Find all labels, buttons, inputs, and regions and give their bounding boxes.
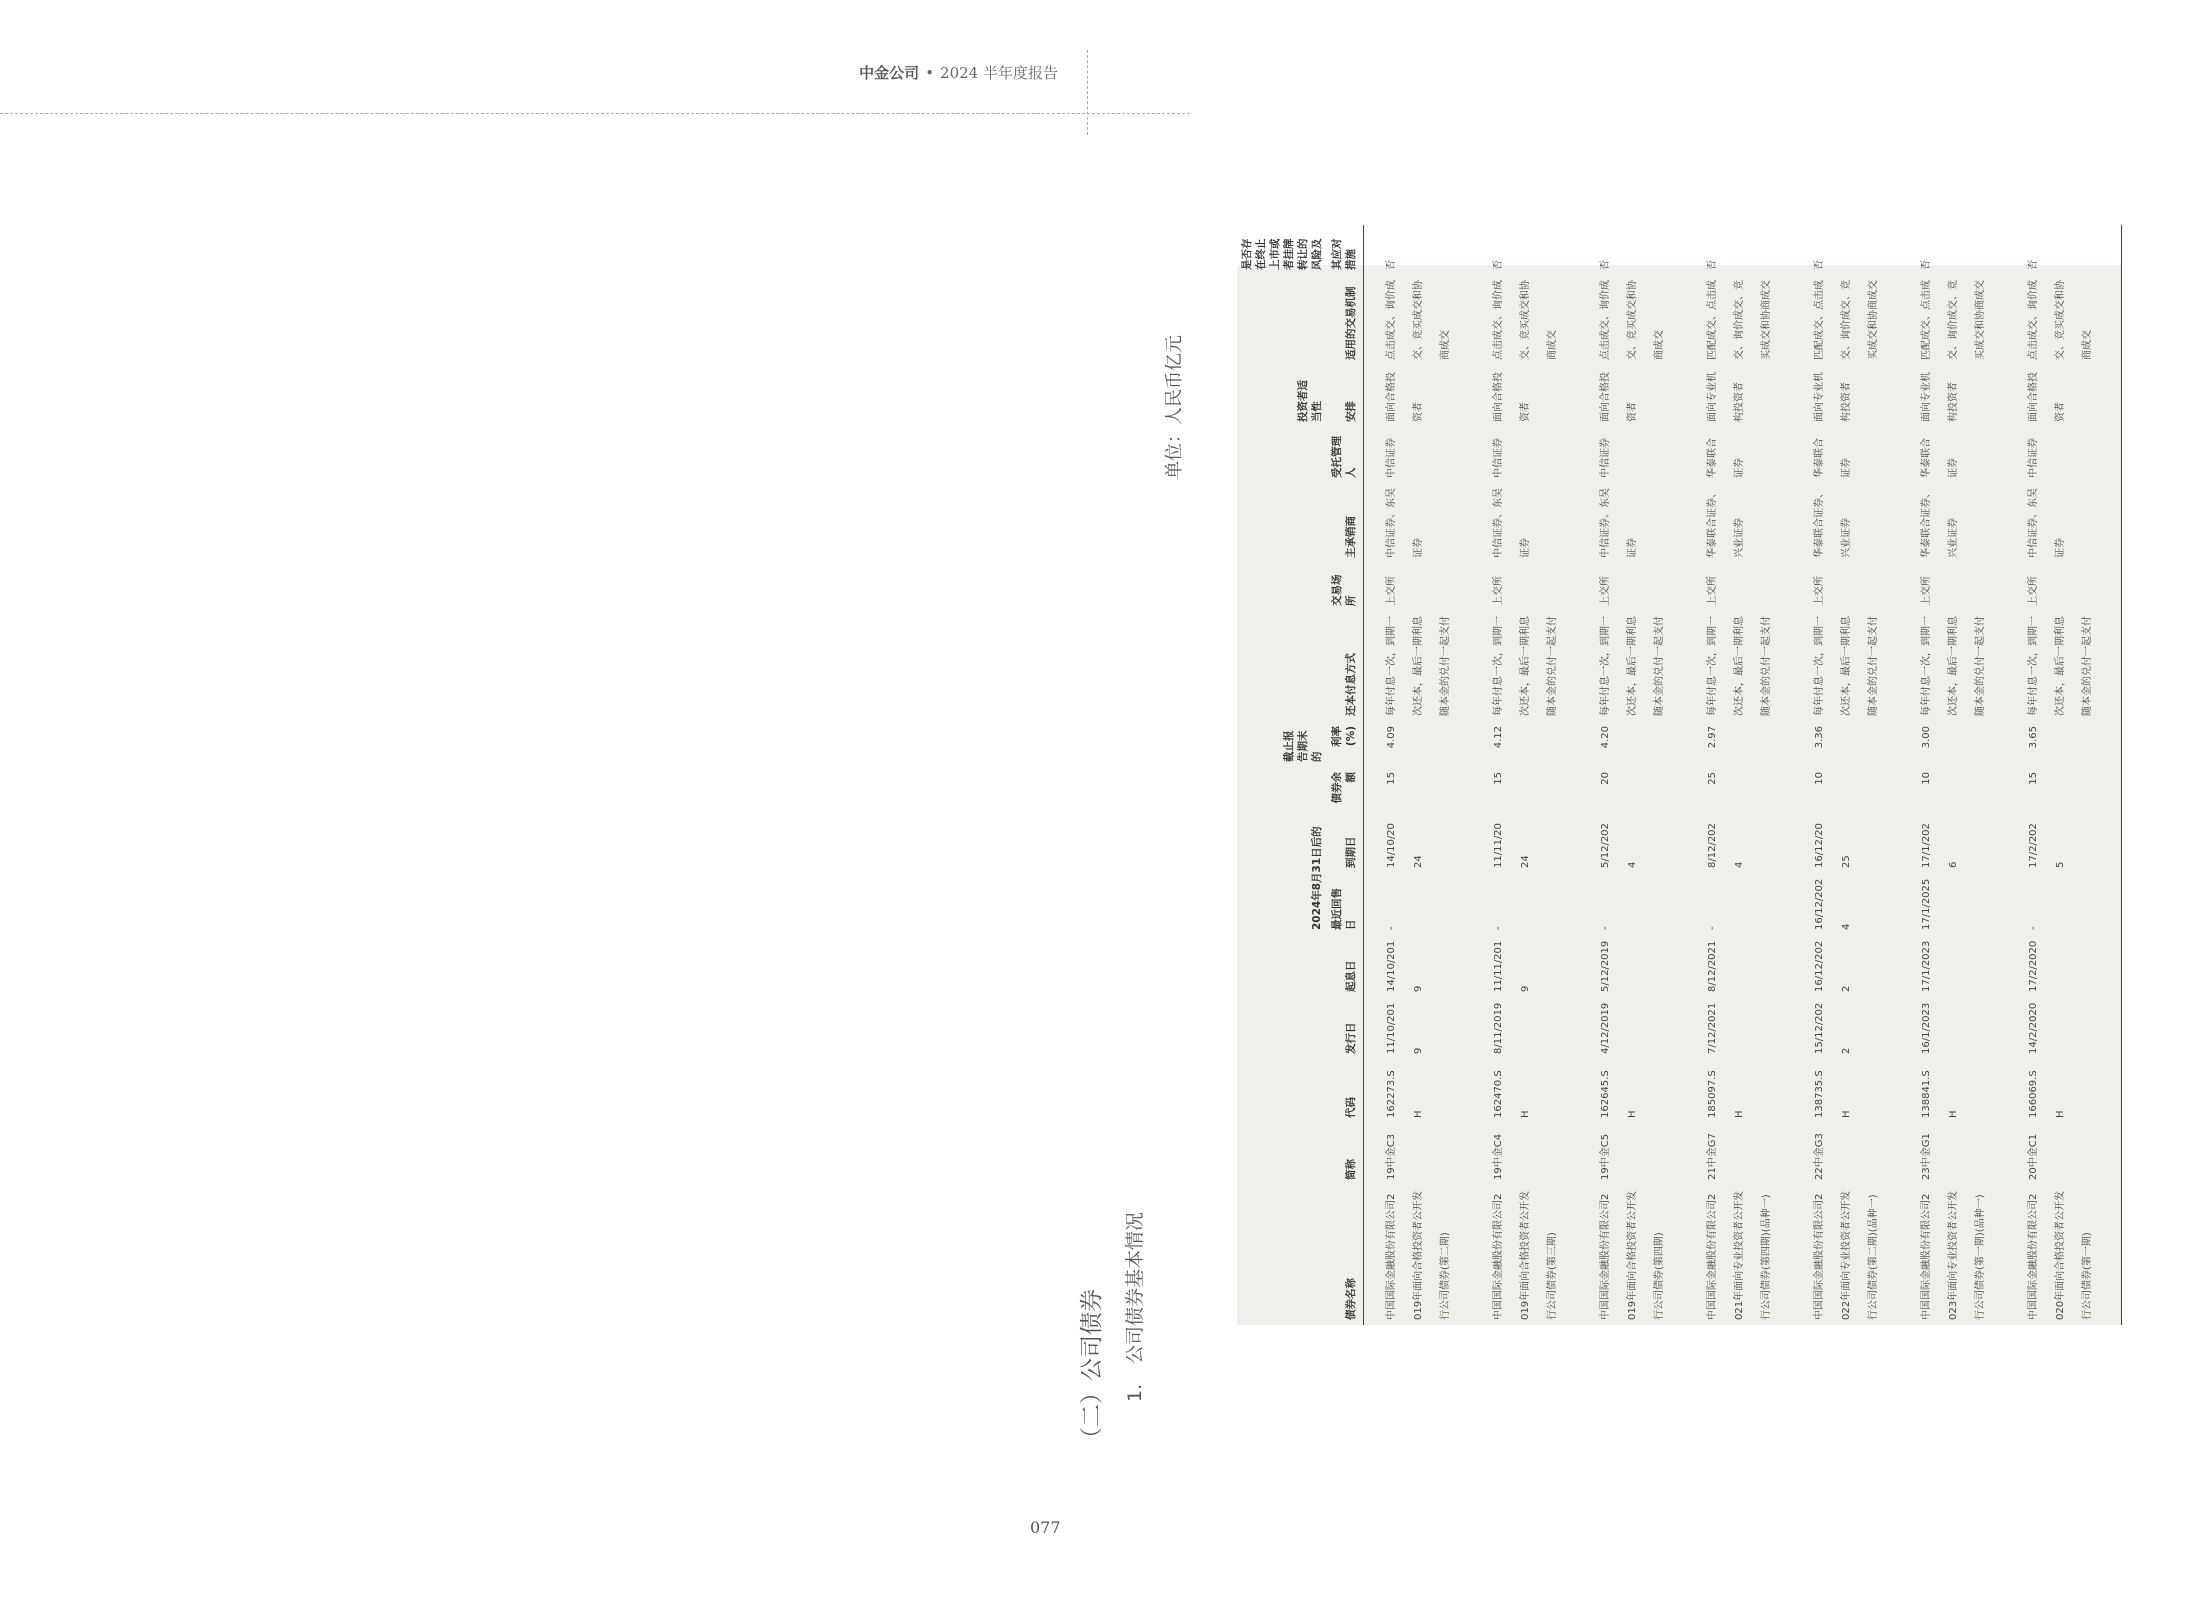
cell-balance: 15: [1493, 772, 1504, 785]
header-separator: •: [925, 64, 935, 82]
table-row: [1907, 225, 2014, 1325]
cell-rate: 2.97: [1707, 726, 1718, 749]
header-abbr: 简称: [1327, 1123, 1364, 1185]
cell-exchange: 上交所: [1493, 576, 1504, 606]
cell-value-date: 8/12/2021: [1707, 940, 1718, 992]
cell-trading-mechanism: 匹配成交、点击成交、询价成交、竞买成交和协商成交: [1707, 280, 1772, 360]
cell-trustee: 华泰联合证券: [1707, 438, 1745, 478]
cell-balance: 25: [1707, 772, 1718, 785]
header-code: 代码: [1327, 1059, 1364, 1123]
cell-balance: 20: [1600, 772, 1611, 785]
cell-maturity-date: 8/12/2024: [1707, 823, 1745, 868]
cell-rate: 4.12: [1493, 726, 1504, 749]
cell-trading-mechanism: 匹配成交、点击成交、询价成交、竞买成交和协商成交: [1814, 280, 1879, 360]
header-vertical-divider: [1087, 50, 1088, 135]
header-group-after-2024: 2024年8月31日后的: [1311, 826, 1323, 930]
cell-abbr: 19中金C4: [1493, 1133, 1504, 1180]
cell-rate: 4.09: [1386, 726, 1397, 749]
cell-bond-name: 中国国际金融股份有限公司2021年面向专业投资者公开发行公司债券(第四期)(品种一): [1707, 1190, 1772, 1320]
cell-issue-date: 14/2/2020: [2014, 997, 2122, 1059]
cell-abbr: 19中金C3: [1386, 1133, 1397, 1180]
cell-risk: 否: [1707, 260, 1718, 270]
cell-repayment: 每年付息一次，到期一次还本，最后一期利息随本金的兑付一起支付: [1493, 616, 1558, 716]
cell-abbr: 23中金G1: [1921, 1133, 1932, 1180]
cell-underwriter: 中信证券、东吴证券: [1600, 488, 1638, 558]
header-exchange: 交易场所: [1327, 563, 1364, 611]
header-bond-name: 债券名称: [1327, 1185, 1364, 1325]
cell-issue-date: 15/12/2022: [1814, 1002, 1852, 1054]
table-row: [1800, 225, 1907, 1325]
cell-value-date: 11/11/2019: [1493, 940, 1531, 992]
cell-recent-resale-date: -: [1386, 926, 1397, 930]
table-row: [1479, 225, 1586, 1325]
section-title: （二）公司债券: [1079, 1289, 1105, 1450]
header-maturity-date: 到期日: [1327, 813, 1364, 873]
cell-repayment: 每年付息一次，到期一次还本，最后一期利息随本金的兑付一起支付: [1386, 616, 1451, 716]
cell-bond-name: 中国国际金融股份有限公司2019年面向合格投资者公开发行公司债券(第二期): [1386, 1190, 1451, 1320]
cell-arrangement: 面向专业机构投资者: [1921, 372, 1959, 422]
cell-code: 162645.SH: [1600, 1070, 1638, 1118]
cell-trustee: 华泰联合证券: [1814, 438, 1852, 478]
cell-value-date: 16/12/2022: [1814, 940, 1852, 992]
cell-bond-name: 中国国际金融股份有限公司2023年面向专业投资者公开发行公司债券(第一期)(品种一): [1921, 1190, 1986, 1320]
cell-abbr: 19中金C5: [1600, 1133, 1611, 1180]
header-recent-resale-date: 最近回售日: [1327, 873, 1364, 935]
cell-recent-resale-date: 16/12/2024: [1814, 878, 1852, 930]
cell-arrangement: 面向专业机构投资者: [1814, 372, 1852, 422]
cell-value-date: 5/12/2019: [1600, 940, 1611, 992]
cell-balance: 10: [1814, 772, 1825, 785]
cell-underwriter: 华泰联合证券、兴业证券: [1921, 488, 1959, 558]
cell-value-date: 14/10/2019: [1386, 940, 1424, 992]
cell-repayment: 每年付息一次，到期一次还本，最后一期利息随本金的兑付一起支付: [1814, 616, 1879, 716]
cell-exchange: 上交所: [1707, 576, 1718, 606]
cell-maturity-date: 14/10/2024: [1386, 823, 1424, 868]
cell-issue-date: 4/12/2019: [1600, 1002, 1611, 1054]
page-header: [859, 62, 1058, 83]
cell-maturity-date: 11/11/2024: [1493, 823, 1531, 868]
cell-underwriter: 中信证券、东吴证券: [1386, 488, 1424, 558]
cell-repayment: 每年付息一次，到期一次还本，最后一期利息随本金的兑付一起支付: [1600, 616, 1665, 716]
cell-recent-resale-date: -: [2014, 873, 2122, 935]
cell-code: 162470.SH: [1493, 1070, 1531, 1118]
cell-exchange: 上交所: [1386, 576, 1397, 606]
cell-repayment: 每年付息一次，到期一次还本，最后一期利息随本金的兑付一起支付: [1921, 616, 1986, 716]
header-value-date: 起息日: [1327, 935, 1364, 997]
cell-rate: 4.20: [1600, 726, 1611, 749]
cell-recent-resale-date: 17/1/2025: [1921, 878, 1932, 930]
cell-exchange: 上交所: [2014, 563, 2122, 611]
cell-risk: 否: [1921, 260, 1932, 270]
header-group-period-end: 截止报告期末的: [1283, 730, 1323, 762]
cell-issue-date: 11/10/2019: [1386, 1002, 1424, 1054]
bond-table-body: [1372, 225, 2122, 1325]
cell-bond-name: 中国国际金融股份有限公司2019年面向合格投资者公开发行公司债券(第四期): [1600, 1190, 1665, 1320]
cell-balance: 15: [2014, 767, 2122, 813]
cell-risk: 否: [1386, 260, 1397, 270]
cell-bond-name: 中国国际金融股份有限公司2022年面向专业投资者公开发行公司债券(第二期)(品种一): [1814, 1190, 1879, 1320]
cell-trustee: 中信证券: [2014, 427, 2122, 483]
cell-issue-date: 8/11/2019: [1493, 1002, 1504, 1054]
unit-note: 单位：人民币亿元: [1164, 335, 1185, 479]
header-group-investor: 投资者适当性: [1297, 380, 1323, 422]
header-report-title: 2024 半年度报告: [940, 64, 1058, 82]
cell-bond-name: 中国国际金融股份有限公司2020年面向合格投资者公开发行公司债券(第一期): [2014, 1185, 2122, 1325]
cell-abbr: 21中金G7: [1707, 1133, 1718, 1180]
header-group-risk: 是否存在终止上市或者挂牌转让的风险及: [1241, 238, 1323, 270]
cell-bond-name: 中国国际金融股份有限公司2019年面向合格投资者公开发行公司债券(第三期): [1493, 1190, 1558, 1320]
cell-balance: 15: [1386, 772, 1397, 785]
page-number: 077: [1030, 1518, 1061, 1537]
header-repayment: 还本付息方式: [1327, 611, 1364, 721]
header-divider: [0, 113, 1190, 114]
table-row: [1372, 225, 1479, 1325]
cell-abbr: 20中金C1: [2014, 1123, 2122, 1185]
header-trading-mechanism: 适用的交易机制: [1327, 275, 1364, 365]
cell-repayment: 每年付息一次，到期一次还本，最后一期利息随本金的兑付一起支付: [1707, 616, 1772, 716]
cell-risk: 否: [1600, 260, 1611, 270]
cell-maturity-date: 5/12/2024: [1600, 823, 1638, 868]
table-row: [1693, 225, 1800, 1325]
cell-trading-mechanism: 匹配成交、点击成交、询价成交、竞买成交和协商成交: [1921, 280, 1986, 360]
cell-risk: 否: [1493, 260, 1504, 270]
cell-recent-resale-date: -: [1600, 926, 1611, 930]
header-risk-measure: 其应对措施: [1327, 225, 1364, 275]
cell-exchange: 上交所: [1600, 576, 1611, 606]
header-issue-date: 发行日: [1327, 997, 1364, 1059]
cell-arrangement: 面向合格投资者: [1493, 372, 1531, 422]
cell-value-date: 17/2/2020: [2014, 935, 2122, 997]
cell-rate: 3.65: [2014, 721, 2122, 767]
cell-code: 166069.SH: [2014, 1059, 2122, 1123]
cell-rate: 3.36: [1814, 726, 1825, 749]
cell-risk: 否: [2014, 225, 2122, 275]
cell-balance: 10: [1921, 772, 1932, 785]
cell-maturity-date: 17/1/2026: [1921, 823, 1959, 868]
cell-trading-mechanism: 点击成交、询价成交、竞买成交和协商成交: [1493, 280, 1558, 360]
cell-trading-mechanism: 点击成交、询价成交、竞买成交和协商成交: [1386, 280, 1451, 360]
cell-trustee: 华泰联合证券: [1921, 438, 1959, 478]
cell-trustee: 中信证券: [1386, 438, 1397, 478]
cell-trustee: 中信证券: [1493, 438, 1504, 478]
rotated-content: [1005, 238, 2195, 1470]
table-row: [1586, 225, 1693, 1325]
table-row: [2014, 225, 2122, 1325]
cell-underwriter: 中信证券、东吴证券: [2014, 483, 2122, 563]
subsection-number: 1.: [1124, 1383, 1146, 1402]
cell-maturity-date: 17/2/2025: [2014, 813, 2122, 873]
subsection-title: [1120, 1212, 1147, 1402]
cell-underwriter: 中信证券、东吴证券: [1493, 488, 1531, 558]
cell-risk: 否: [1814, 260, 1825, 270]
cell-maturity-date: 16/12/2025: [1814, 823, 1852, 868]
cell-trading-mechanism: 点击成交、询价成交、竞买成交和协商成交: [2014, 275, 2122, 365]
header-underwriter: 主承销商: [1327, 483, 1364, 563]
header-trustee: 受托管理人: [1327, 427, 1364, 483]
cell-code: 162273.SH: [1386, 1070, 1424, 1118]
cell-underwriter: 华泰联合证券、兴业证券: [1707, 488, 1745, 558]
cell-rate: 3.00: [1921, 726, 1932, 749]
cell-repayment: 每年付息一次，到期一次还本，最后一期利息随本金的兑付一起支付: [2014, 611, 2122, 721]
cell-abbr: 22中金G3: [1814, 1133, 1825, 1180]
cell-code: 138735.SH: [1814, 1070, 1852, 1118]
bond-table: [1237, 225, 2122, 1325]
cell-trustee: 中信证券: [1600, 438, 1611, 478]
subsection-text: 公司债券基本情况: [1124, 1211, 1146, 1364]
header-balance: 债券余额: [1327, 767, 1364, 813]
cell-trading-mechanism: 点击成交、询价成交、竞买成交和协商成交: [1600, 280, 1665, 360]
cell-exchange: 上交所: [1814, 576, 1825, 606]
cell-arrangement: 面向合格投资者: [2014, 365, 2122, 427]
cell-issue-date: 7/12/2021: [1707, 1002, 1718, 1054]
cell-recent-resale-date: -: [1707, 926, 1718, 930]
header-rate: 利率(%): [1327, 721, 1364, 767]
cell-code: 138841.SH: [1921, 1070, 1959, 1118]
header-arrangement: 安排: [1327, 365, 1364, 427]
cell-code: 185097.SH: [1707, 1070, 1745, 1118]
header-company: 中金公司: [859, 64, 920, 82]
cell-underwriter: 华泰联合证券、兴业证券: [1814, 488, 1852, 558]
cell-exchange: 上交所: [1921, 576, 1932, 606]
cell-recent-resale-date: -: [1493, 926, 1504, 930]
cell-arrangement: 面向合格投资者: [1386, 372, 1424, 422]
cell-arrangement: 面向合格投资者: [1600, 372, 1638, 422]
bond-table-wrapper: [1237, 238, 2122, 1325]
cell-value-date: 17/1/2023: [1921, 940, 1932, 992]
cell-arrangement: 面向专业机构投资者: [1707, 372, 1745, 422]
cell-issue-date: 16/1/2023: [1921, 1002, 1932, 1054]
